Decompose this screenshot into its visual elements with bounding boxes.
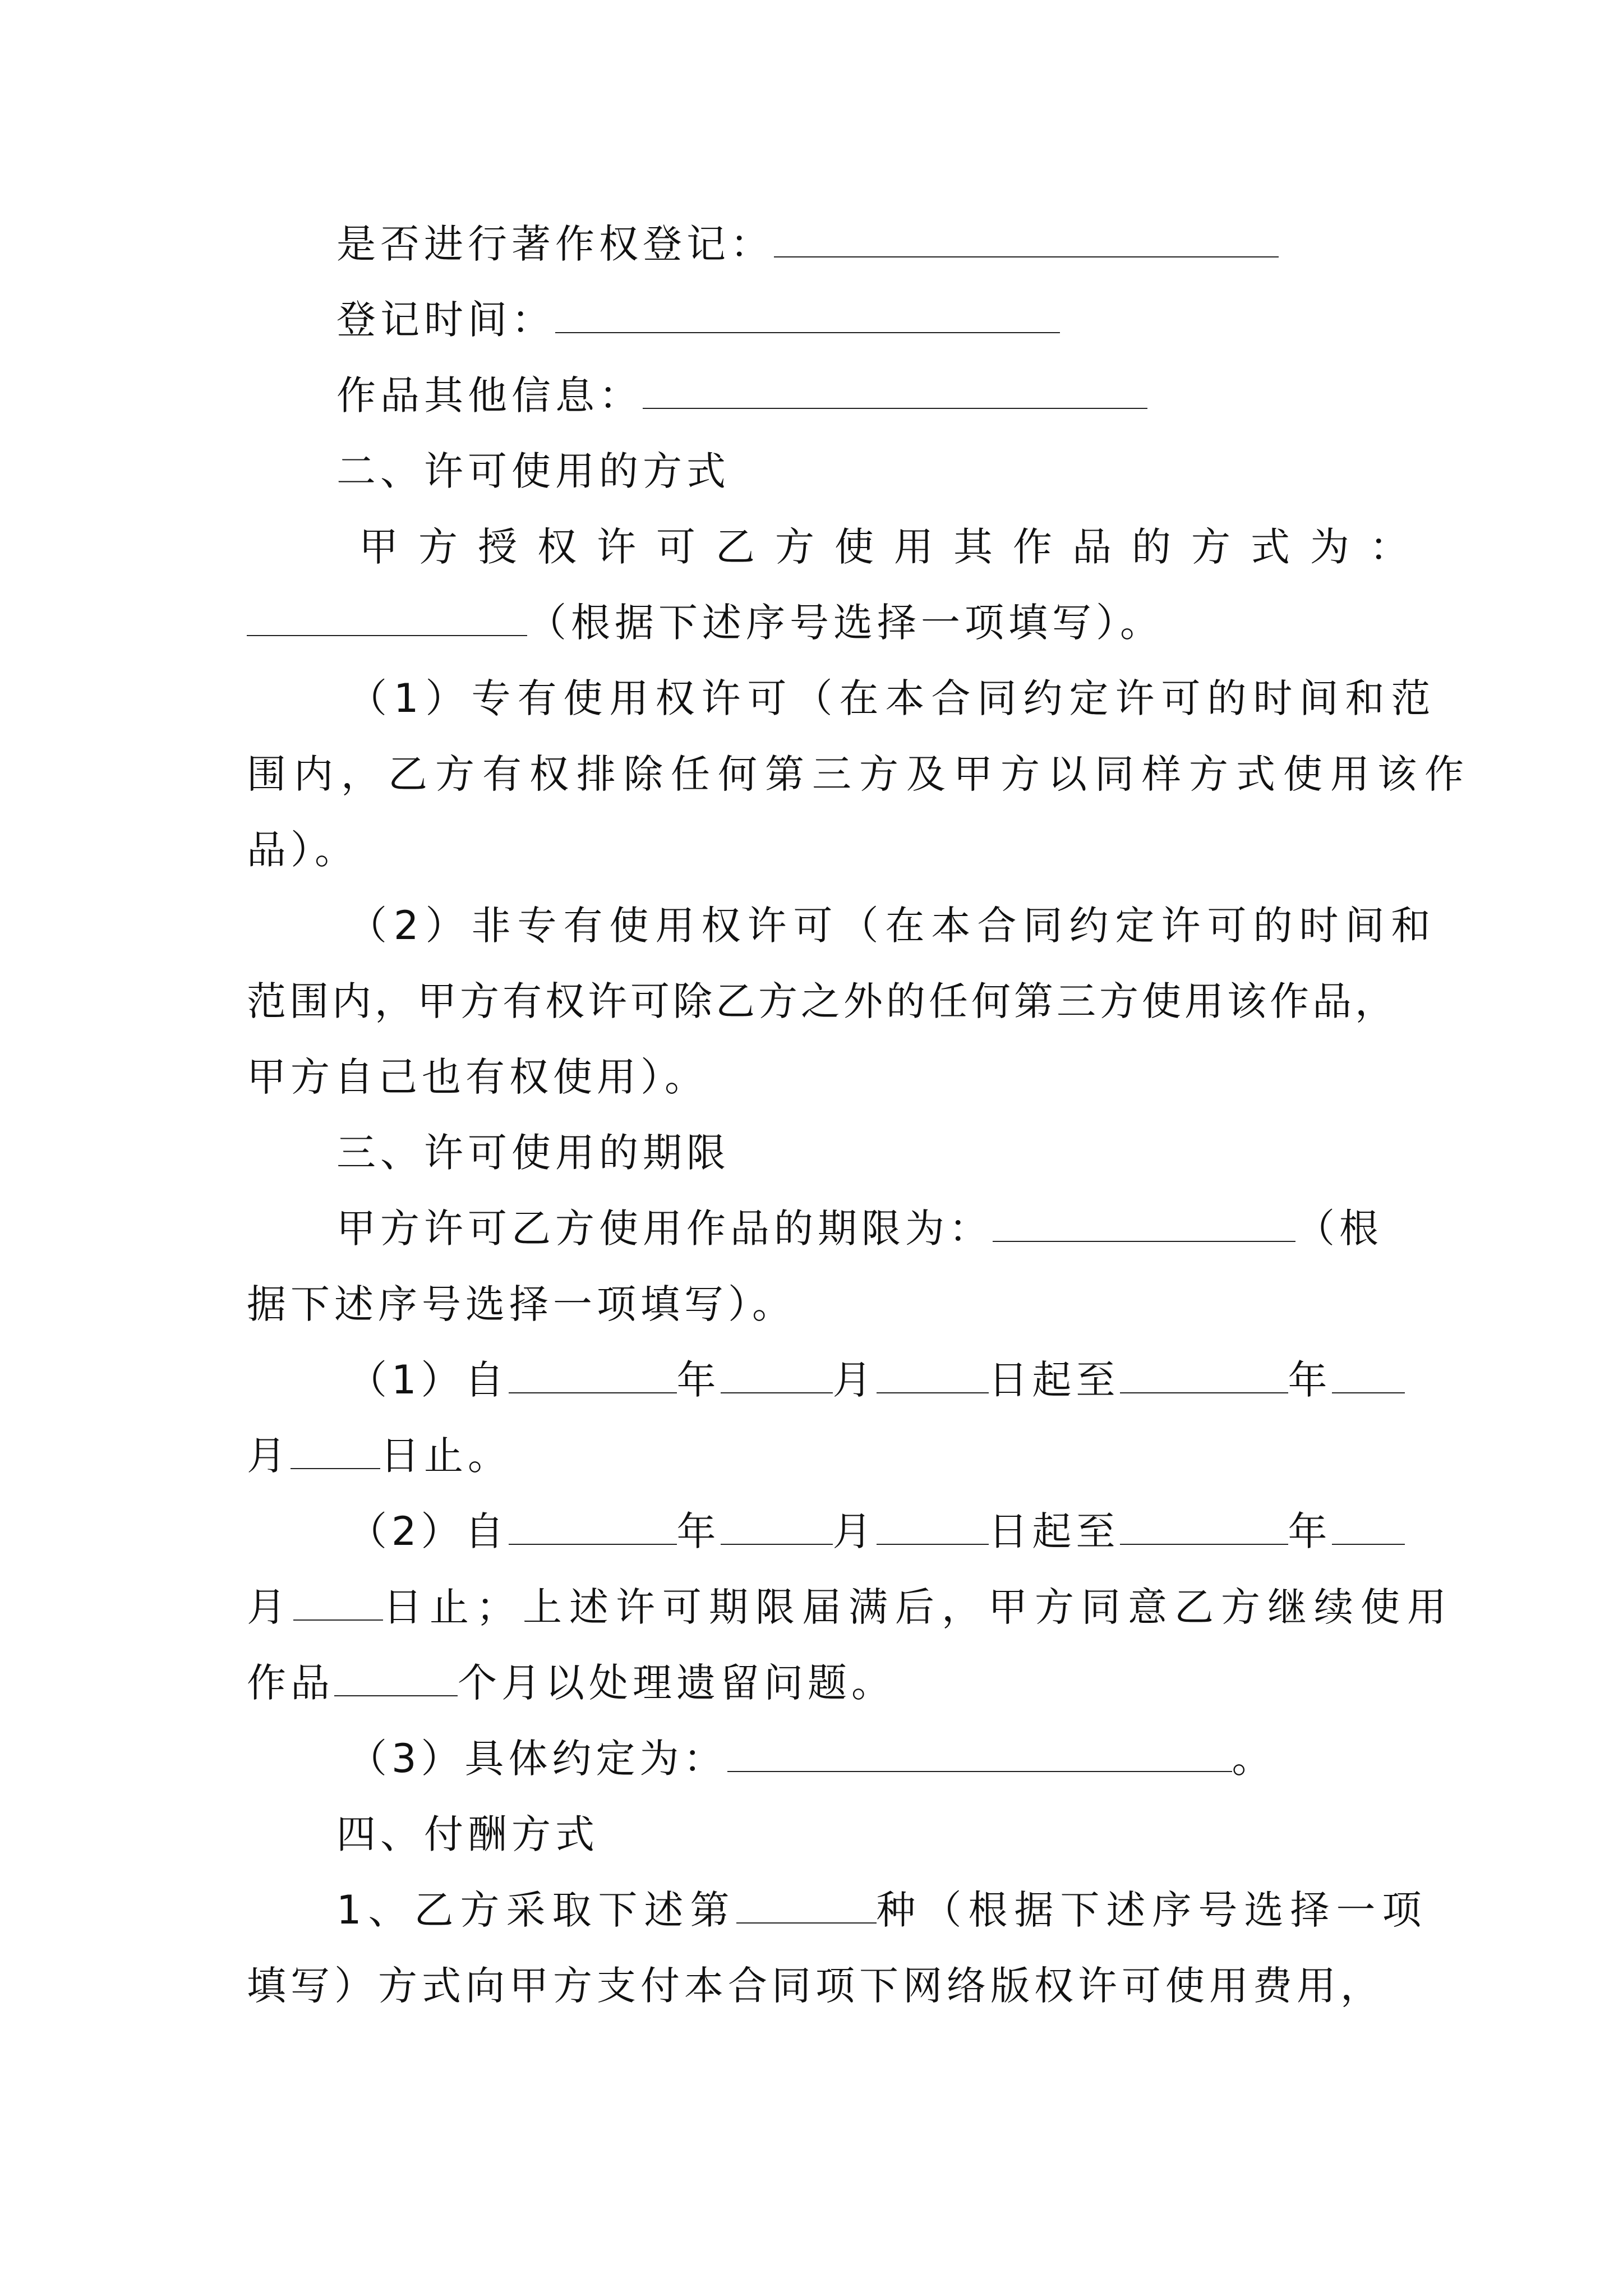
line-text: 种（根据下述序号选择一项 <box>876 1887 1428 1933</box>
document-line <box>247 1579 1454 1635</box>
fill-in-blank[interactable] <box>721 1508 833 1545</box>
line-text: 甲方许可乙方使用作品的期限为： <box>336 1205 993 1251</box>
document-line <box>336 216 1279 272</box>
line-text: 年 <box>676 1508 721 1554</box>
fill-in-blank[interactable] <box>1332 1508 1405 1545</box>
fill-in-blank[interactable] <box>334 1659 458 1696</box>
line-text: 月 <box>832 1508 877 1554</box>
line-text: 范围内，甲方有权许可除乙方之外的任何第三方使用该作品， <box>247 978 1398 1024</box>
fill-in-blank[interactable] <box>643 372 1147 409</box>
fill-in-blank[interactable] <box>736 1887 877 1924</box>
fill-in-blank[interactable] <box>877 1356 989 1393</box>
line-text: 作品 <box>247 1660 334 1706</box>
fill-in-blank[interactable] <box>1120 1356 1288 1393</box>
line-text: 年 <box>1288 1357 1332 1403</box>
line-text: 日止；上述许可期限届满后，甲方同意乙方继续使用 <box>383 1584 1454 1630</box>
document-line <box>348 1731 1276 1787</box>
document-line <box>247 1049 708 1105</box>
line-text: （3）具体约定为： <box>348 1736 727 1782</box>
line-text: 填写）方式向甲方支付本合同项下网络版权许可使用费用， <box>247 1963 1384 2009</box>
document-line <box>348 670 1437 726</box>
fill-in-blank[interactable] <box>1332 1356 1405 1393</box>
line-text: 甲方自己也有权使用）。 <box>247 1054 708 1100</box>
document-line <box>247 1655 895 1711</box>
line-text: 1、乙方采取下述第 <box>336 1887 736 1933</box>
line-text: 四、付酬方式 <box>336 1811 599 1857</box>
line-text: 月 <box>247 1433 291 1479</box>
document-line <box>336 292 1060 348</box>
line-text: 二、许可使用的方式 <box>336 448 730 494</box>
fill-in-blank[interactable] <box>509 1356 677 1393</box>
line-text: 据下述序号选择一项填写）。 <box>247 1281 796 1327</box>
fill-in-blank[interactable] <box>993 1205 1295 1242</box>
line-text: （根 <box>1295 1205 1383 1251</box>
line-text: 月 <box>832 1357 877 1403</box>
document-line <box>247 973 1398 1029</box>
fill-in-blank[interactable] <box>509 1508 677 1545</box>
document-line <box>348 1503 1405 1559</box>
line-text: （2）自 <box>348 1508 509 1554</box>
fill-in-blank[interactable] <box>877 1508 989 1545</box>
fill-in-blank[interactable] <box>1120 1508 1288 1545</box>
line-text: 月 <box>247 1584 293 1630</box>
line-text: 个月以处理遗留问题。 <box>458 1660 895 1706</box>
document-line <box>247 822 358 878</box>
document-line <box>336 367 1147 424</box>
fill-in-blank[interactable] <box>727 1735 1232 1772</box>
fill-in-blank[interactable] <box>555 296 1060 333</box>
document-line <box>336 1200 1383 1257</box>
line-text: （2）非专有使用权许可（在本合同约定许可的时间和 <box>348 903 1437 949</box>
document-line <box>348 1352 1405 1408</box>
document-line <box>336 443 730 499</box>
line-text: 登记时间： <box>336 297 555 343</box>
line-text: （1）自 <box>348 1357 509 1403</box>
document-line <box>247 1958 1384 2014</box>
line-text: 年 <box>1288 1508 1332 1554</box>
document-line <box>336 1882 1428 1938</box>
line-text: 年 <box>676 1357 721 1403</box>
document-line <box>247 1276 796 1332</box>
document-line <box>336 1806 599 1862</box>
document-line <box>247 1428 511 1484</box>
fill-in-blank[interactable] <box>721 1356 833 1393</box>
line-text: 日起至 <box>988 1508 1120 1554</box>
line-text: （根据下述序号选择一项填写）。 <box>527 600 1164 646</box>
document-line <box>247 746 1472 802</box>
line-text: （1）专有使用权许可（在本合同约定许可的时间和范 <box>348 675 1437 721</box>
line-text: 品）。 <box>247 827 358 873</box>
line-text: 三、许可使用的期限 <box>336 1130 730 1176</box>
line-text: 是否进行著作权登记： <box>336 221 774 267</box>
line-text: 甲方授权许可乙方使用其作品的方式为： <box>359 524 1429 570</box>
line-text: 日止。 <box>380 1433 511 1479</box>
fill-in-blank[interactable] <box>291 1432 380 1469</box>
line-text: 日起至 <box>988 1357 1120 1403</box>
fill-in-blank[interactable] <box>774 220 1279 257</box>
fill-in-blank[interactable] <box>293 1584 383 1621</box>
line-text: 作品其他信息： <box>336 372 643 418</box>
document-line <box>348 898 1437 954</box>
line-text: 围内，乙方有权排除任何第三方及甲方以同样方式使用该作 <box>247 751 1472 797</box>
fill-in-blank[interactable] <box>247 599 527 636</box>
document-line <box>359 519 1429 575</box>
line-text: 。 <box>1232 1736 1276 1782</box>
document-line <box>247 595 1164 651</box>
document-line <box>336 1125 730 1181</box>
